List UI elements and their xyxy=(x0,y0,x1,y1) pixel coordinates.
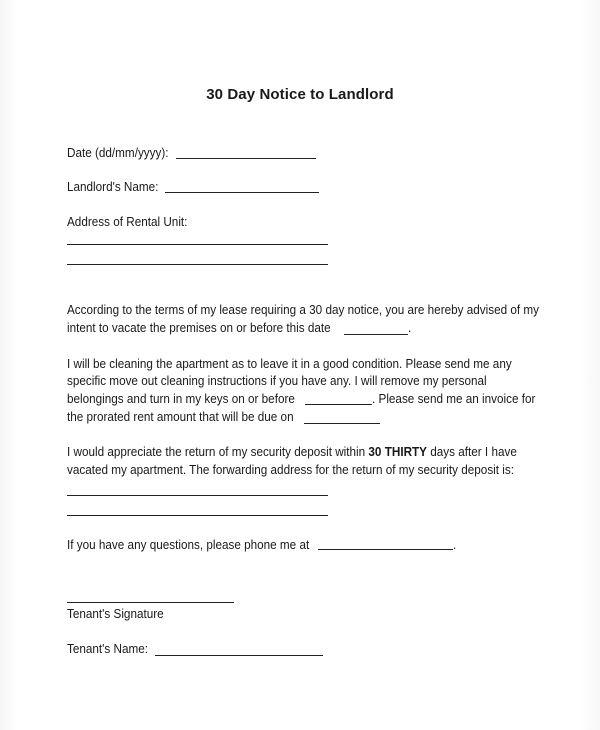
landlord-name-label: Landlord's Name: xyxy=(67,180,159,194)
landlord-name-field-line[interactable] xyxy=(165,192,319,193)
para3-text-a: I would appreciate the return of my security deposit within xyxy=(67,445,366,459)
para1-period: . xyxy=(408,321,412,335)
para3-line1 xyxy=(67,444,517,462)
address-field-line-2[interactable] xyxy=(67,264,328,265)
signature-label: Tenant's Signature xyxy=(67,607,164,621)
para2-line3a: belongings and turn in my keys on or before xyxy=(67,392,295,406)
phone-text: If you have any questions, please phone me at xyxy=(67,538,310,552)
para3-line2: vacated my apartment. The forwarding address for the return of my security deposit is: xyxy=(67,463,515,477)
para1-line1: According to the terms of my lease requiring a 30 day notice, you are hereby advised of my xyxy=(67,303,539,317)
phone-period: . xyxy=(453,538,457,552)
para2-line1: I will be cleaning the apartment as to leave it in a good condition. Please send me any xyxy=(67,357,512,371)
date-label: Date (dd/mm/yyyy): xyxy=(67,146,169,160)
phone-field-line[interactable] xyxy=(318,549,453,550)
address-label: Address of Rental Unit: xyxy=(67,215,188,229)
signature-line[interactable] xyxy=(67,602,234,603)
tenant-name-label: Tenant's Name: xyxy=(67,642,149,656)
rent-due-field-line[interactable] xyxy=(304,423,380,424)
para1-line2: intent to vacate the premises on or before this date xyxy=(67,321,331,335)
date-field-line[interactable] xyxy=(176,158,316,159)
para2-line2: specific move out cleaning instructions if you have any. I will remove my personal xyxy=(67,374,487,388)
keys-date-field-line[interactable] xyxy=(305,404,372,405)
para2-line4: the prorated rent amount that will be due on xyxy=(67,410,294,424)
para3-bold-days: 30 THIRTY xyxy=(368,445,427,459)
para3-text-b: days after I have xyxy=(430,445,517,459)
address-field-line-1[interactable] xyxy=(67,244,328,245)
forwarding-address-line-1[interactable] xyxy=(67,495,328,496)
forwarding-address-line-2[interactable] xyxy=(67,515,328,516)
document-title: 30 Day Notice to Landlord xyxy=(206,86,394,103)
tenant-name-field-line[interactable] xyxy=(155,655,323,656)
vacate-date-field-line[interactable] xyxy=(344,334,408,335)
para2-line3b: . Please send me an invoice for xyxy=(372,392,536,406)
